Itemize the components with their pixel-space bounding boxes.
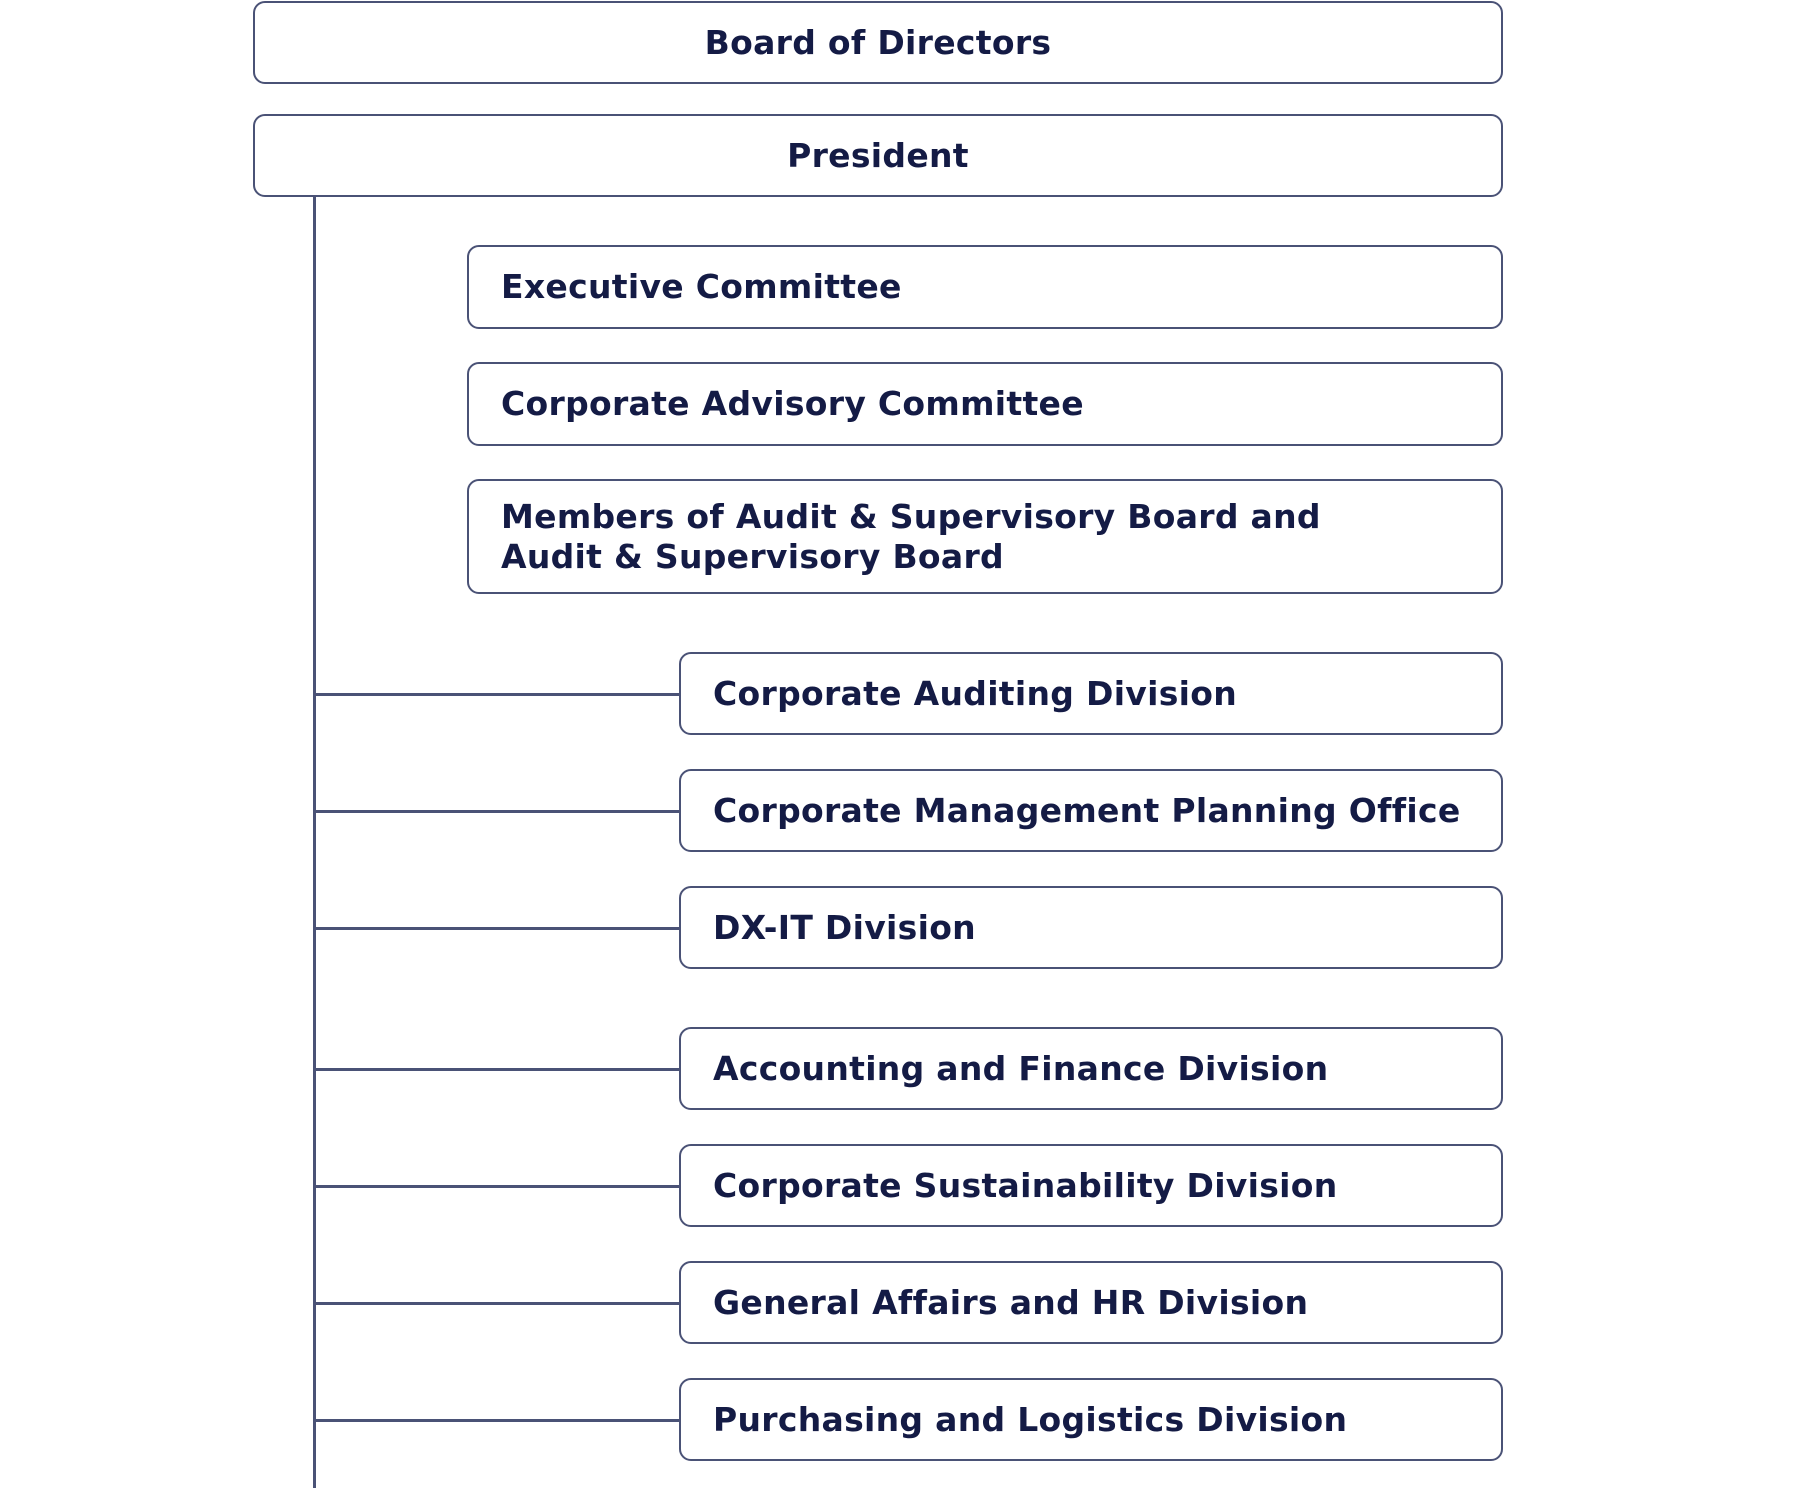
connector-branch xyxy=(313,927,679,930)
division-label: Accounting and Finance Division xyxy=(713,1048,1329,1088)
division-box xyxy=(679,1027,1503,1110)
audit-supervisory-board-label xyxy=(501,497,1321,577)
connector-branch xyxy=(313,693,679,696)
connector-branch xyxy=(313,810,679,813)
division-label: DX-IT Division xyxy=(713,907,976,947)
corporate-advisory-committee-label: Corporate Advisory Committee xyxy=(501,384,1084,423)
connector-branch xyxy=(313,1185,679,1188)
division-label: Corporate Auditing Division xyxy=(713,673,1238,713)
connector-branch xyxy=(313,1419,679,1422)
division-label: Corporate Sustainability Division xyxy=(713,1165,1338,1205)
board-of-directors-box xyxy=(253,1,1503,84)
division-box xyxy=(679,1144,1503,1227)
audit-supervisory-board-box xyxy=(467,479,1503,594)
corporate-advisory-committee-box xyxy=(467,362,1503,446)
connector-branch xyxy=(313,1302,679,1305)
audit-board-line-2: Audit & Supervisory Board xyxy=(501,536,1004,576)
division-box xyxy=(679,652,1503,735)
division-box xyxy=(679,769,1503,852)
president-box xyxy=(253,114,1503,197)
division-box xyxy=(679,1378,1503,1461)
connector-trunk xyxy=(313,196,316,1488)
division-box xyxy=(679,886,1503,969)
board-of-directors-label: Board of Directors xyxy=(704,22,1052,62)
division-box xyxy=(679,1261,1503,1344)
executive-committee-label: Executive Committee xyxy=(501,267,902,306)
division-label: General Affairs and HR Division xyxy=(713,1282,1309,1322)
division-label: Purchasing and Logistics Division xyxy=(713,1399,1348,1439)
division-label: Corporate Management Planning Office xyxy=(713,790,1461,830)
executive-committee-box xyxy=(467,245,1503,329)
president-label: President xyxy=(787,135,969,175)
connector-branch xyxy=(313,1068,679,1071)
audit-board-line-1: Members of Audit & Supervisory Board and xyxy=(501,496,1321,536)
